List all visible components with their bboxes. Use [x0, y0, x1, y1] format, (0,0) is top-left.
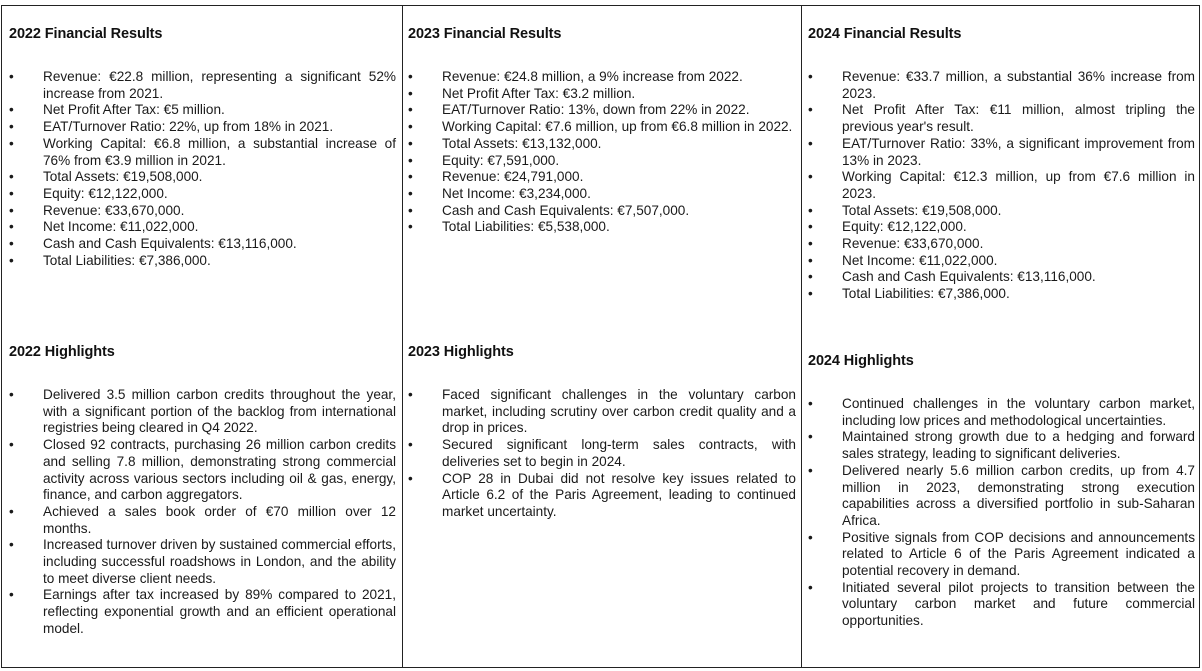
list-item: • Delivered nearly 5.6 million carbon credits, up from 4.7 million in 2023, demonstrating strong execution capabilities across a diversified portfolio in sub-Saharan Africa. [808, 463, 1195, 530]
list-item: • Total Assets: €19,508,000. [808, 203, 1195, 220]
list-item: • Faced significant challenges in the voluntary carbon market, including scrutiny over carbon credit quality and a drop in prices. [408, 387, 796, 437]
column-divider [801, 5, 802, 668]
list-item: • Total Liabilities: €7,386,000. [9, 253, 396, 270]
highlights-2024 [808, 353, 1195, 630]
financial-results-2024 [808, 26, 1195, 303]
list-item: • Maintained strong growth due to a hedging and forward sales strategy, leading to significant deliveries. [808, 429, 1195, 462]
list-item: • Positive signals from COP decisions and announcements related to Article 6 of the Paris Agreement indicated a potential recovery in demand. [808, 530, 1195, 580]
list-item: • Revenue: €33.7 million, a substantial 36% increase from 2023. [808, 69, 1195, 102]
financial-results-2022 [9, 26, 396, 269]
highlights-2022 [9, 344, 396, 638]
list-item: • Working Capital: €7.6 million, up from €6.8 million in 2022. [408, 119, 796, 136]
highlights-list [808, 396, 1195, 630]
financial-results-2023 [408, 26, 796, 236]
list-item: • Net Income: €11,022,000. [9, 219, 396, 236]
list-item: • Achieved a sales book order of €70 million over 12 months. [9, 504, 396, 537]
list-item: • Net Income: €3,234,000. [408, 186, 796, 203]
list-item: • Increased turnover driven by sustained commercial efforts, including successful roadshows in London, and the ability to meet diverse client needs. [9, 537, 396, 587]
list-item: • Equity: €12,122,000. [808, 219, 1195, 236]
section-title: 2023 Highlights [408, 344, 514, 360]
section-title: 2022 Financial Results [9, 26, 163, 42]
highlights-2023 [408, 344, 796, 521]
list-item: • Net Profit After Tax: €5 million. [9, 102, 396, 119]
list-item: • Working Capital: €6.8 million, a substantial increase of 76% from €3.9 million in 2021. [9, 136, 396, 169]
list-item: • Continued challenges in the voluntary carbon market, including low prices and methodological uncertainties. [808, 396, 1195, 429]
highlights-list [9, 387, 396, 638]
list-item: • Total Assets: €13,132,000. [408, 136, 796, 153]
financial-list [808, 69, 1195, 303]
list-item: • Revenue: €33,670,000. [9, 203, 396, 220]
list-item: • Revenue: €24,791,000. [408, 169, 796, 186]
list-item: • Earnings after tax increased by 89% compared to 2021, reflecting exponential growth and an efficient operational model. [9, 587, 396, 637]
highlights-list [408, 387, 796, 521]
list-item: • Total Liabilities: €7,386,000. [808, 286, 1195, 303]
list-item: • Total Assets: €19,508,000. [9, 169, 396, 186]
list-item: • Net Profit After Tax: €3.2 million. [408, 86, 796, 103]
list-item: • Net Profit After Tax: €11 million, almost tripling the previous year's result. [808, 102, 1195, 135]
list-item: • COP 28 in Dubai did not resolve key issues related to Article 6.2 of the Paris Agreement, leading to continued market uncertainty. [408, 471, 796, 521]
section-title: 2024 Financial Results [808, 26, 962, 42]
list-item: • Closed 92 contracts, purchasing 26 million carbon credits and selling 7.8 million, demonstrating strong commercial activity across various sectors including oil & gas, energy, finance, and carbon aggregators. [9, 437, 396, 504]
list-item: • Revenue: €33,670,000. [808, 236, 1195, 253]
column-divider [402, 5, 403, 668]
list-item: • Initiated several pilot projects to transition between the voluntary carbon market and future commercial opportunities. [808, 580, 1195, 630]
list-item: • EAT/Turnover Ratio: 13%, down from 22% in 2022. [408, 102, 796, 119]
list-item: • Revenue: €24.8 million, a 9% increase from 2022. [408, 69, 796, 86]
list-item: • Equity: €12,122,000. [9, 186, 396, 203]
financial-list [9, 69, 396, 269]
list-item: • Delivered 3.5 million carbon credits throughout the year, with a significant portion of the backlog from international registries being cleared in Q4 2022. [9, 387, 396, 437]
section-title: 2022 Highlights [9, 344, 115, 360]
section-title: 2023 Financial Results [408, 26, 562, 42]
section-title: 2024 Highlights [808, 353, 914, 369]
list-item: • Cash and Cash Equivalents: €13,116,000. [9, 236, 396, 253]
list-item: • Total Liabilities: €5,538,000. [408, 219, 796, 236]
list-item: • Cash and Cash Equivalents: €13,116,000. [808, 269, 1195, 286]
list-item: • Equity: €7,591,000. [408, 153, 796, 170]
list-item: • Revenue: €22.8 million, representing a significant 52% increase from 2021. [9, 69, 396, 102]
list-item: • Secured significant long-term sales contracts, with deliveries set to begin in 2024. [408, 437, 796, 470]
list-item: • Net Income: €11,022,000. [808, 253, 1195, 270]
list-item: • Cash and Cash Equivalents: €7,507,000. [408, 203, 796, 220]
financial-list [408, 69, 796, 236]
list-item: • EAT/Turnover Ratio: 33%, a significant improvement from 13% in 2023. [808, 136, 1195, 169]
list-item: • EAT/Turnover Ratio: 22%, up from 18% in 2021. [9, 119, 396, 136]
list-item: • Working Capital: €12.3 million, up from €7.6 million in 2023. [808, 169, 1195, 202]
